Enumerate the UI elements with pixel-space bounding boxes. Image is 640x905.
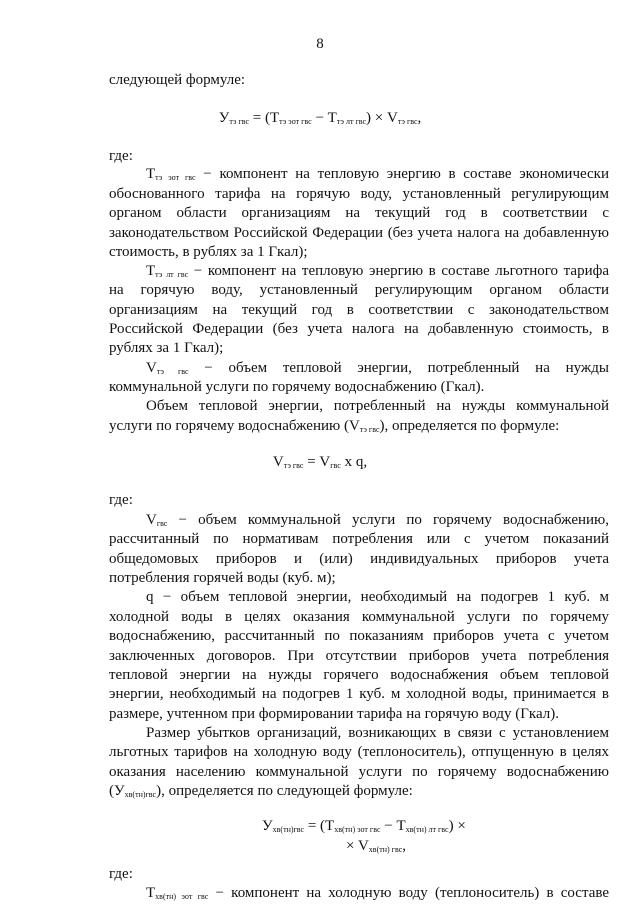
definition-line: $V_{тэ гвс}$ − объем тепловой энергии, потребленный на нужды <box>146 360 609 376</box>
text-line: заключенных договоров. При отсутствии приборов учета потребления <box>109 648 609 664</box>
text-line: следующей формуле: <box>109 72 246 88</box>
text-line: $(У_{хв(тн)гвс})$, определяется по следующей формуле: <box>109 783 413 799</box>
text-line: q − объем тепловой энергии, необходимый на подогрев 1 куб. м <box>146 589 609 605</box>
text-line: коммунальной услуги по горячему водоснабжению (Гкал). <box>109 379 485 395</box>
text-line: общедомовых приборов и (или) индивидуальных приборов учета <box>109 551 609 567</box>
text-line: где: <box>109 148 133 164</box>
definition-line: $Т_{тэ лт гвс}$ − компонент на тепловую энергию в составе льготного тарифа <box>146 263 609 279</box>
text-line: рассчитанный по нормативам потребления или с учетом показаний <box>109 531 609 547</box>
text-line: законодательством Российской Федерации (без учета налога на добавленную <box>109 225 609 241</box>
definition-line: $Т_{хв(тн) эот гвс}$ − компонент на холодную воду (теплоноситель) в составе <box>146 885 609 901</box>
text-line: льготных тарифов на холодную воду (теплоноситель), отпущенную в целях <box>109 744 609 760</box>
text-line: холодной воды в целях оказания коммунальной услуги по горячему <box>109 609 609 625</box>
formula-2: $V_{тэ гвс} = V_{гвс}$ x q, <box>272 454 368 470</box>
formula-3-line-2: × $V_{хв(тн) гвс}$, <box>346 838 406 854</box>
text-line: где: <box>109 866 133 882</box>
text-line: органом области организациям на текущий год в соответствии с <box>109 205 609 221</box>
text-line: стоимость, в рублях за 1 Гкал); <box>109 244 308 260</box>
text-line: услуги по горячему водоснабжению $(V_{тэ гвс})$, определяется по формуле: <box>109 418 560 434</box>
definition-line: $V_{гвс}$ − объем коммунальной услуги по горячему водоснабжению, <box>146 512 610 528</box>
text-line: размере, учтенном при формировании тарифа на горячую воду (Гкал). <box>109 706 559 722</box>
definition-line: $Т_{тэ эот гвс}$ − компонент на тепловую энергию в составе экономически <box>146 166 609 182</box>
text-line: организациям на текущий год в соответствии с законодательством <box>109 302 609 318</box>
text-line: на горячую воду, установленный регулирующим органом области <box>109 282 609 298</box>
text-line: энергии, необходимый на подогрев 1 куб. м холодной воды, принимается в <box>109 686 609 702</box>
formula-3-line-1: $У_{хв(тн)гвс} = (Т_{хв(тн) эот гвс} - Т_{хв(тн) лт гвс})$ × <box>262 818 466 834</box>
text-line: водоснабжению, рассчитанный по показаниям приборов учета с учетом <box>109 628 609 644</box>
formula-1: $У_{тэ гвс} = (Т_{тэ эот гвс} - Т_{тэ лт гвс}) \times V_{тэ гвс}$, <box>218 110 422 126</box>
text-line: обоснованного тарифа на горячую воду, установленный регулирующим <box>109 186 609 202</box>
text-line: Размер убытков организаций, возникающих в связи с установлением <box>146 725 609 741</box>
text-line: где: <box>109 492 133 508</box>
text-line: Объем тепловой энергии, потребленный на нужды коммунальной <box>146 398 609 414</box>
text-line: рублях за 1 Гкал); <box>109 340 224 356</box>
text-line: оказания населению коммунальной услуги по горячему водоснабжению <box>109 764 609 780</box>
text-line: тепловой энергии на нужды горячего водоснабжения объем тепловой <box>109 667 609 683</box>
text-line: потребления горячей воды (куб. м); <box>109 570 336 586</box>
page-number: 8 <box>316 36 324 52</box>
text-line: Российской Федерации (без учета налога на добавленную стоимость, в <box>109 321 609 337</box>
